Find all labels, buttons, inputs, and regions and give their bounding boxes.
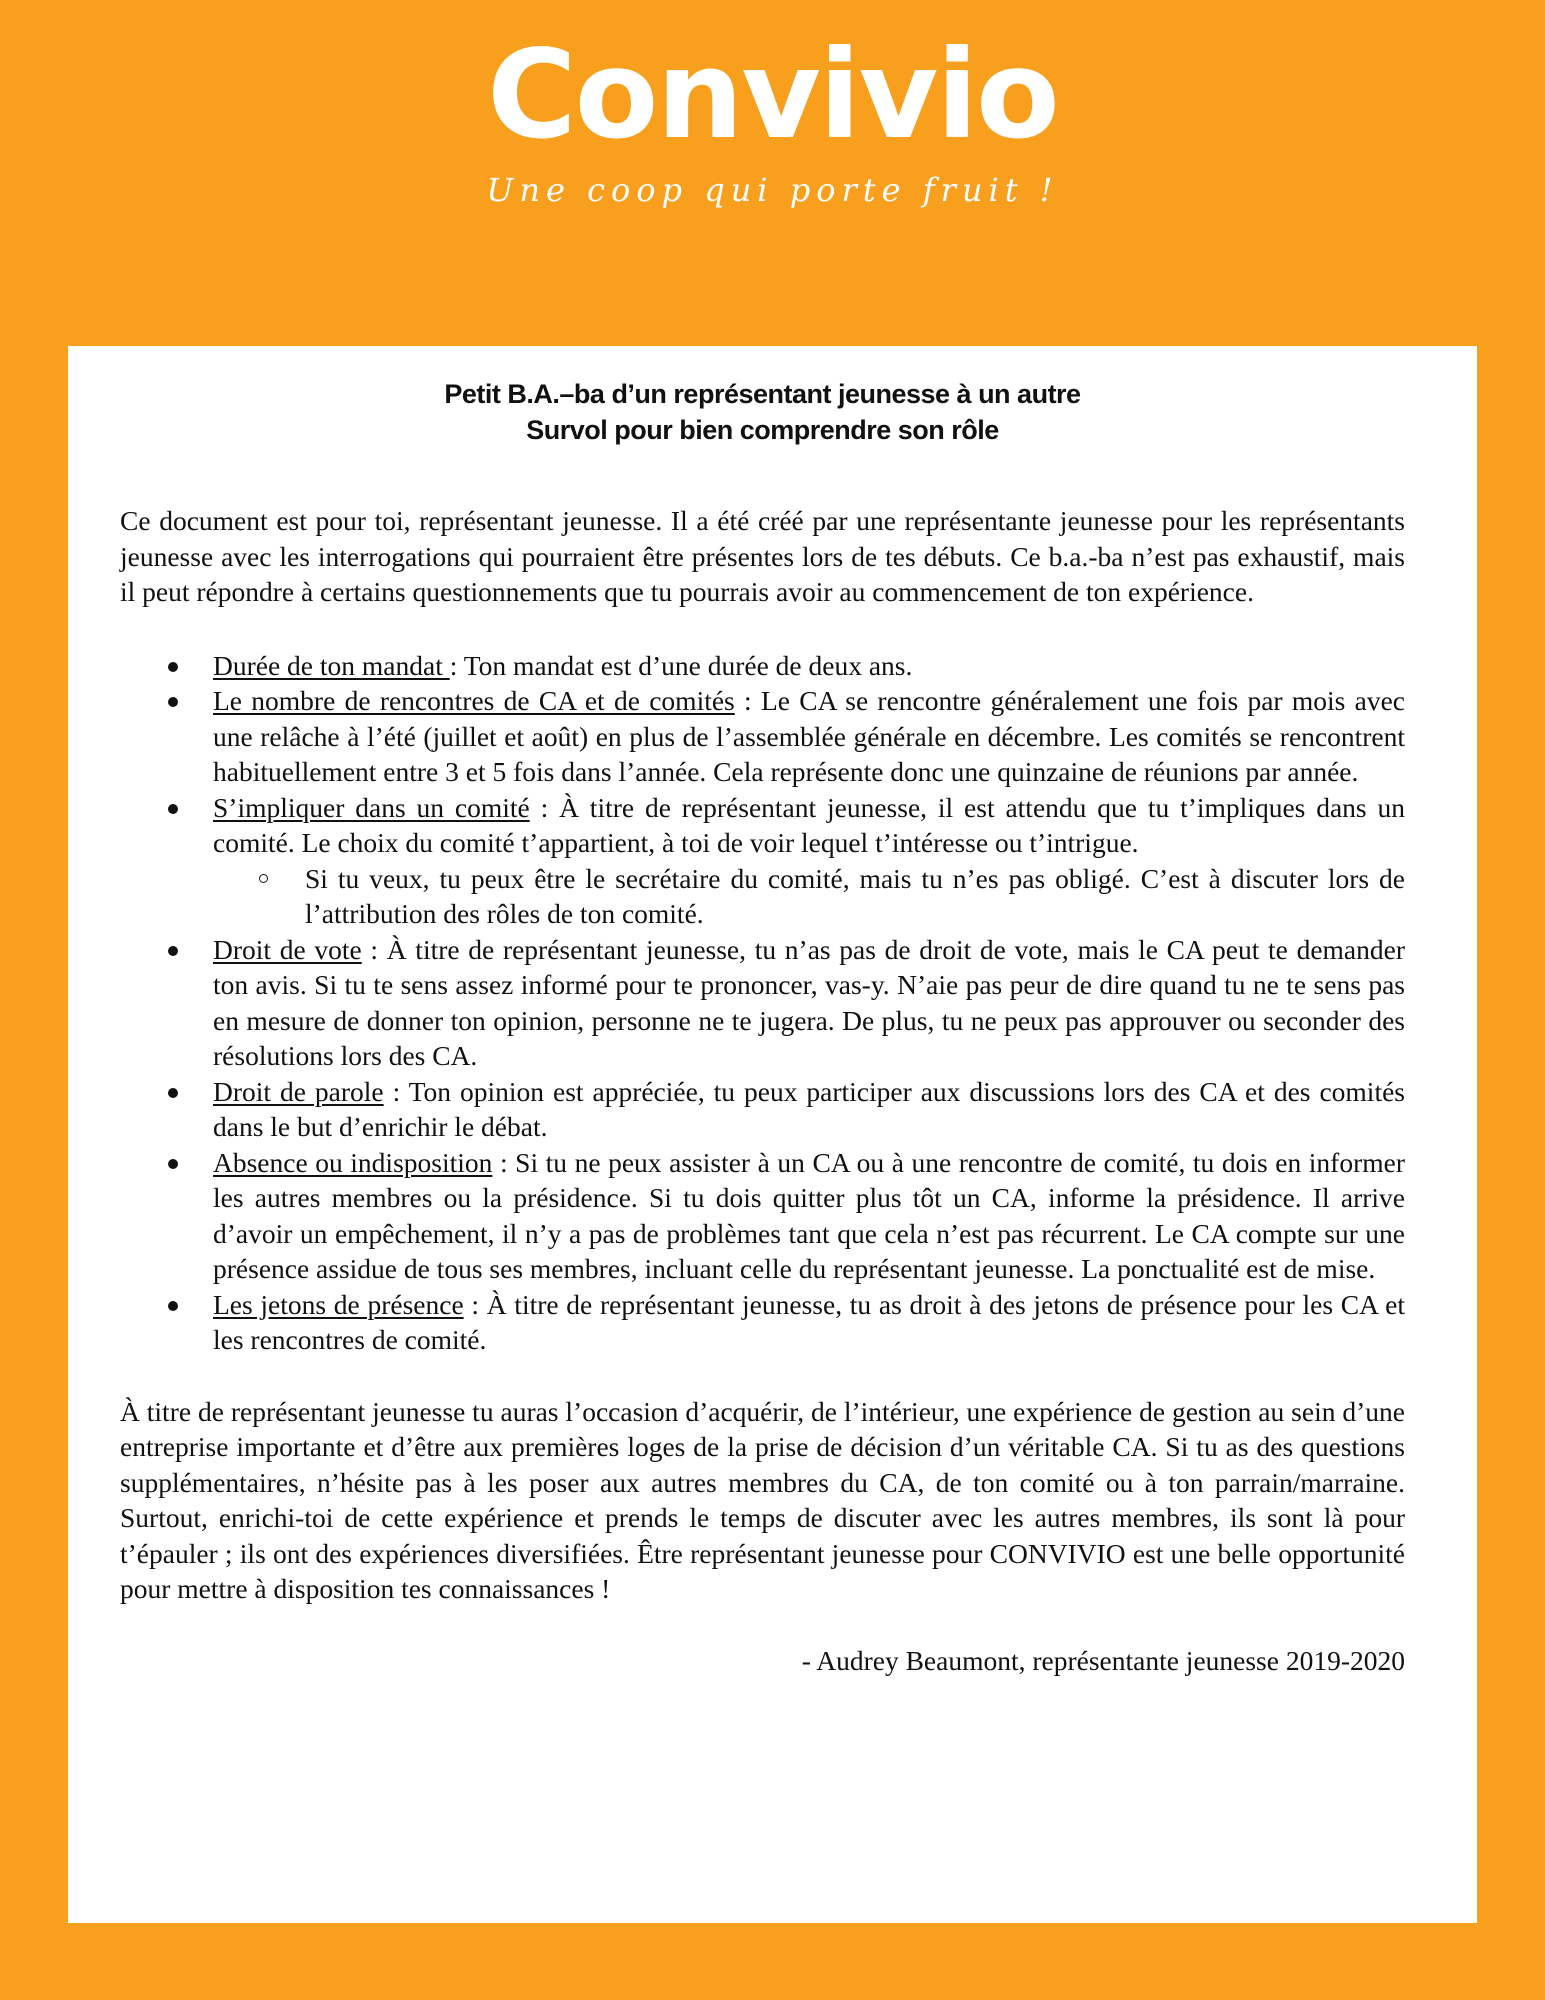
signature: - Audrey Beaumont, représentante jeunesse 2019-2020 xyxy=(801,1644,1405,1676)
item-label: S’impliquer dans un comité xyxy=(213,791,530,823)
closing-paragraph: À titre de représentant jeunesse tu auras l’occasion d’acquérir, de l’intérieur, une expérience de gestion au sein d’une entreprise importante et d’être aux premières loges de la prise de décision d’un véritable CA. Si tu as des questions supplémentaires, n’hésite pas à les poser aux autres membres du CA, de ton comité ou à ton parrain/marraine. Surtout, enrichi-toi de cette expérience et prends le temps de discuter avec les autres membres, ils sont là pour t’épauler ; ils ont des expériences diversifiées. Être représentant jeunesse pour CONVIVIO est une belle opportunité pour mettre à disposition tes connaissances ! xyxy=(120,1395,1405,1604)
title-line-1: Petit B.A.–ba d’un représentant jeunesse à un autre xyxy=(444,379,1081,409)
item-label: Le nombre de rencontres de CA et de comités xyxy=(213,685,735,716)
tagline: Une coop qui porte fruit ! xyxy=(486,171,1059,209)
item-text: : À titre de représentant jeunesse, tu n’as pas de droit de vote, mais le CA peut te demander ton avis. Si tu te sens assez informé pour te prononcer, vas-y. N’aie pas peur de dire quand tu ne te sens pas en mesure de donner ton opinion, personne ne te jugera. De plus, tu ne peux pas approuver ou seconder des résolutions lors des CA. xyxy=(213,933,1405,1071)
sub-item-text: Si tu veux, tu peux être le secrétaire du comité, mais tu n’es pas obligé. C’est à discuter lors de l’attribution des rôles de ton comité. xyxy=(305,862,1405,929)
bullet-icon xyxy=(168,697,178,707)
list-item-meetings-count xyxy=(120,683,1405,790)
sub-list-item-secretary xyxy=(213,861,1405,932)
item-label: Droit de vote xyxy=(213,933,362,965)
item-text: : À titre de représentant jeunesse, il est attendu que tu t’impliques dans un comité. Le choix du comité t’appartient, à toi de voir lequel t’intéresse ou t’intrigue. xyxy=(213,791,1405,858)
list-item-attendance-tokens xyxy=(120,1287,1405,1358)
item-label: Absence ou indisposition xyxy=(213,1146,493,1178)
convivio-logo: Convivio xyxy=(487,24,1058,166)
header-banner xyxy=(0,0,1545,346)
list-item-speaking-right xyxy=(120,1074,1405,1145)
bullet-icon xyxy=(168,1301,178,1311)
list-item-committee-involvement xyxy=(120,790,1405,932)
document-content xyxy=(120,346,1405,1678)
item-label: Durée de ton mandat xyxy=(213,649,450,681)
item-text: : Ton mandat est d’une durée de deux ans. xyxy=(449,649,913,681)
document-title xyxy=(120,376,1405,448)
item-label: Droit de parole xyxy=(213,1075,384,1107)
hollow-bullet-icon xyxy=(259,874,268,883)
bullet-icon xyxy=(168,662,178,672)
item-text: : Le CA se rencontre généralement une fois par mois avec une relâche à l’été (juillet et août) en plus de l’assemblée générale en décembre. Les comités se rencontrent habituellement entre 3 et 5 fois dans l’année. Cela représente donc une quinzaine de réunions par année. xyxy=(213,685,1406,787)
item-text: : À titre de représentant jeunesse, tu as droit à des jetons de présence pour les CA et les rencontres de comité. xyxy=(213,1288,1405,1355)
bullet-icon xyxy=(168,1088,178,1098)
intro-paragraph: Ce document est pour toi, représentant jeunesse. Il a été créé par une représentante jeunesse pour les représentants jeunesse avec les interrogations qui pourraient être présentes lors de tes débuts. Ce b.a.-ba n’est pas exhaustif, mais il peut répondre à certains questionnements que tu pourrais avoir au commencement de ton expérience. xyxy=(120,505,1405,607)
bullet-icon xyxy=(168,804,178,814)
bullet-list xyxy=(120,648,1405,1358)
bullet-icon xyxy=(168,946,178,956)
list-item-mandate-duration xyxy=(120,648,1405,684)
item-text: : Si tu ne peux assister à un CA ou à une rencontre de comité, tu dois en informer les autres membres ou la présidence. Si tu dois quitter plus tôt un CA, informe la présidence. Il arrive d’avoir un empêchement, il n’y a pas de problèmes tant que cela n’est pas récurrent. Le CA compte sur une présence assidue de tous ses membres, incluant celle du représentant jeunesse. La ponctualité est de mise. xyxy=(213,1146,1405,1284)
item-text: : Ton opinion est appréciée, tu peux participer aux discussions lors des CA et des comités dans le but d’enrichir le débat. xyxy=(213,1075,1405,1142)
bullet-icon xyxy=(168,1159,178,1169)
document-page xyxy=(68,346,1477,1923)
item-label: Les jetons de présence xyxy=(213,1288,464,1320)
title-line-2: Survol pour bien comprendre son rôle xyxy=(526,415,999,445)
list-item-absence xyxy=(120,1145,1405,1287)
list-item-voting-right xyxy=(120,932,1405,1074)
